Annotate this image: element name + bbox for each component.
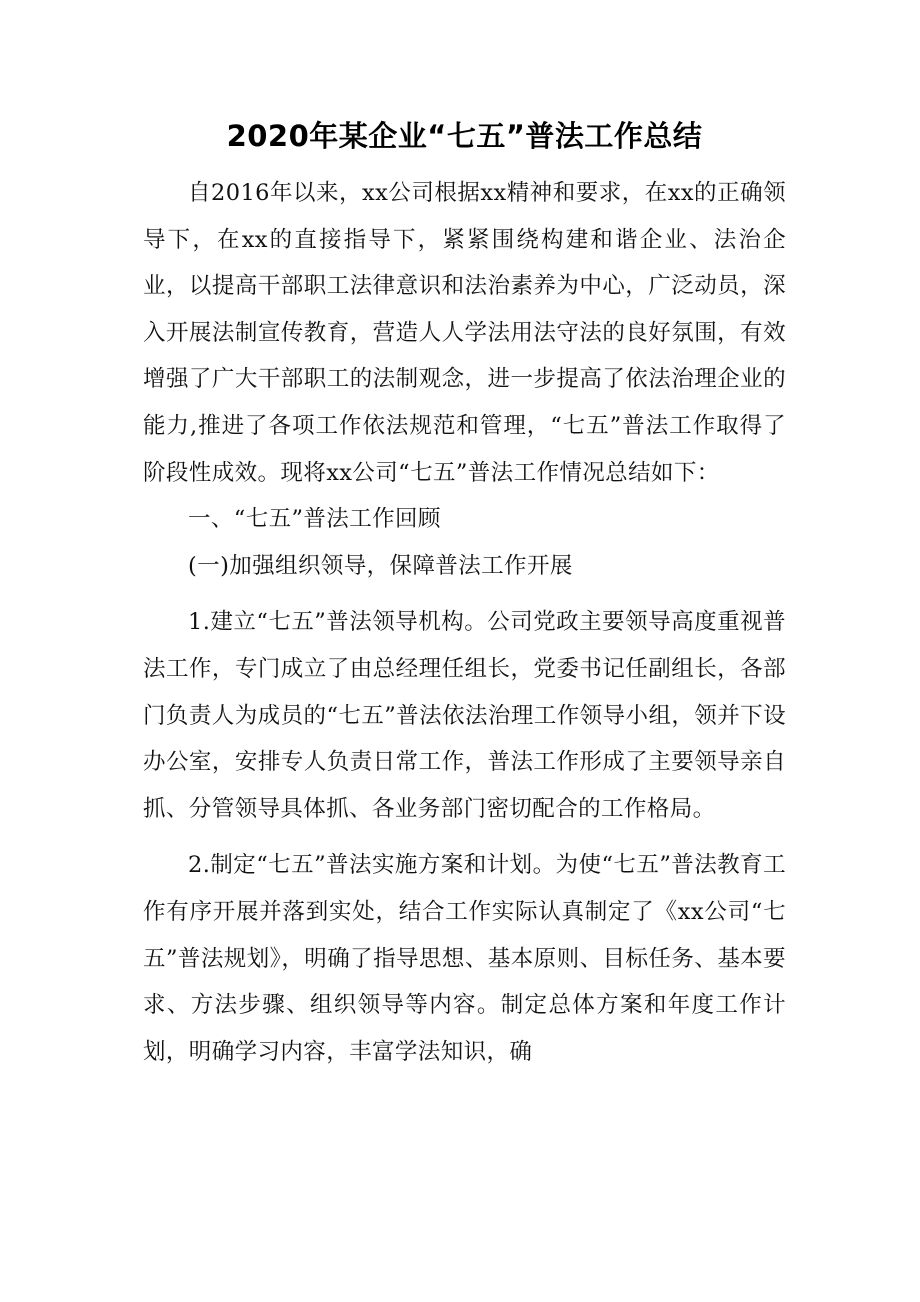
item-paragraph-leadership-body: 1.建立“七五”普法领导机构。公司党政主要领导高度重视普法工作，专门成立了由总经理任组长，党委书记任副组长，各部门负责人为成员的“七五”普法依法治理工作领导小组，领并下设办公室，安排专人负责日常工作，普法工作形成了主要领导亲自抓、分管领导具体抓、各业务部门密切配合的工作格局。 bbox=[143, 609, 786, 822]
item-paragraph-implementation-plan: 2.制定“七五”普法实施方案和计划。为使“七五”普法教育工作有序开展并落到实处，结合工作实际认真制定了《xx公司“七五”普法规划》，明确了指导思想、基本原则、目标任务、基本要求、方法步骤、组织领导等内容。制定总体方案和年度工作计划，明确学习内容，丰富学法知识，确 bbox=[143, 852, 786, 1065]
document-body bbox=[143, 170, 786, 1075]
document-title: 2020年某企业“七五”普法工作总结 bbox=[226, 119, 703, 153]
section-heading-review: 一、“七五”普法工作回顾 bbox=[188, 506, 441, 533]
subsection-heading-organization: (一)加强组织领导，保障普法工作开展 bbox=[188, 552, 573, 579]
intro-paragraph: 自2016年以来，xx公司根据xx精神和要求，在xx的正确领导下，在xx的直接指导下，紧紧围绕构建和谐企业、法治企业，以提高干部职工法律意识和法治素养为中心，广泛动员，深入开展法制宣传教育，营造人人学法用法守法的良好氛围，有效增强了广大干部职工的法制观念，进一步提高了依法治理企业的能力,推进了各项工作依法规范和管理，“七五”普法工作取得了阶段性成效。现将xx公司“七五”普法工作情况总结如下： bbox=[143, 180, 786, 486]
